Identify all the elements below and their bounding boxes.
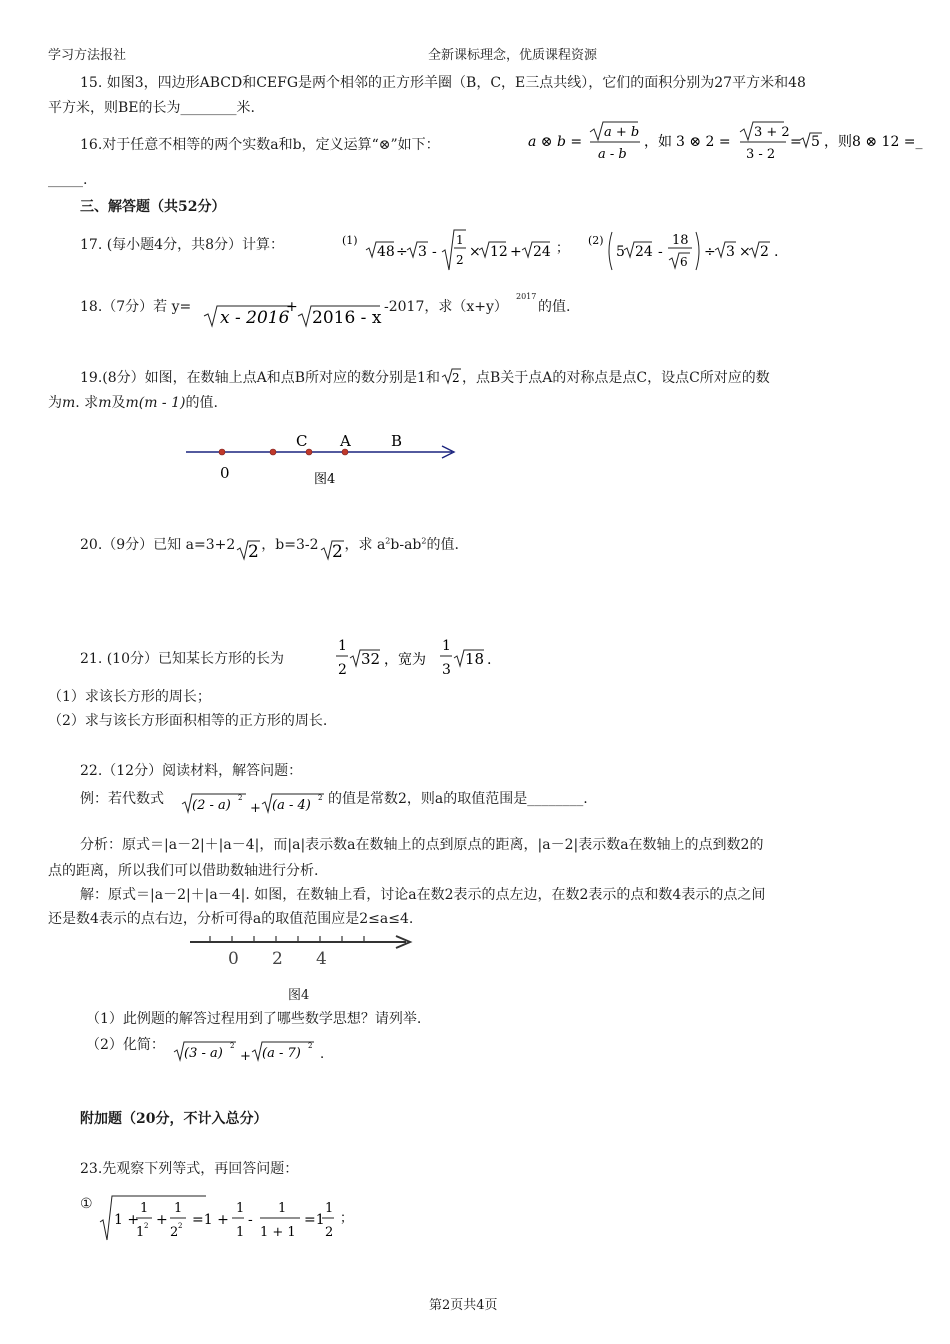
q20-root2-num: 2 — [331, 542, 343, 561]
q22-analysis2: 点的距离，所以我们可以借助数轴进行分析. — [48, 863, 319, 879]
q20-lead: 20.（9分）已知 a=3+2 — [80, 537, 236, 553]
q21 — [80, 634, 680, 680]
q23-eq1 — [80, 1192, 380, 1248]
q17-p1-times: × — [469, 244, 481, 260]
q22-s-r1-exp: 2 — [230, 1042, 235, 1050]
q17-end: . — [774, 244, 779, 260]
q23-h-den: 2 — [325, 1225, 334, 1240]
q17-p2-c: 2 — [760, 244, 769, 260]
q19-line1 — [80, 366, 770, 387]
q19-line2d: 的值. — [185, 395, 218, 411]
q23-circ: ① — [80, 1196, 93, 1212]
figure4b-number-line — [186, 928, 426, 972]
q17 — [80, 226, 940, 276]
q23-eq2: =1 — [304, 1212, 325, 1228]
q17-p1-a: 48 — [377, 244, 395, 260]
q22-sub2 — [86, 1032, 486, 1066]
q21-f1-num: 1 — [338, 638, 347, 654]
point-label-c: C — [296, 432, 308, 450]
q16-ex-lhs: 3 ⊗ 2 = — [676, 134, 731, 150]
point-origin — [219, 449, 225, 455]
q23-g1-den: 1 — [236, 1225, 245, 1240]
q21-lead: 21. (10分）已知某长方形的长为 — [80, 651, 284, 667]
q22-sub1: （1）此例题的解答过程用到了哪些数学思想？请列举. — [86, 1011, 422, 1027]
q19-line2a: 为 — [48, 395, 62, 411]
q17-p1-c: 12 — [490, 244, 508, 260]
q23-g1-num: 1 — [236, 1201, 245, 1216]
q17-lead: 17. (每小题4分，共8分）计算： — [80, 237, 284, 253]
q23-f2-num: 1 — [174, 1201, 183, 1216]
point-c — [270, 449, 276, 455]
q22-s-plus: + — [240, 1049, 251, 1064]
q18-r1: x - 2016 — [220, 308, 290, 328]
q22-ex-r2-exp: 2 — [318, 794, 323, 802]
q19-line1a: 19.(8分）如图，在数轴上点A和点B所对应的数分别是1和 — [80, 370, 440, 386]
q16-ex-num: 3 + 2 — [754, 125, 790, 140]
q23-h-num: 1 — [325, 1201, 334, 1216]
q17-p2-a: 24 — [635, 244, 653, 260]
q22-s-r1: (3 - a) — [184, 1046, 223, 1061]
q17-p2-times: × — [739, 244, 751, 260]
q23-g2-den: 1 + 1 — [260, 1225, 296, 1240]
q21-sub1: （1）求该长方形的周长； — [48, 689, 211, 705]
q18-plus: + — [286, 299, 298, 315]
q23-end: ； — [340, 1211, 354, 1226]
q16-ex-lead: ，如 — [644, 134, 672, 150]
q22-ex-formula — [180, 784, 330, 818]
q23-formula — [98, 1192, 368, 1248]
q23-f2-den: 2 — [170, 1225, 179, 1240]
q22-sol2: 还是数4表示的点右边，分析可得a的取值范围应是2≤a≤4. — [48, 911, 414, 927]
header-publisher: 学习方法报社 — [48, 48, 127, 63]
q19-line2c: 及 — [111, 395, 126, 411]
q20-root1 — [235, 535, 261, 561]
q22-ex-r1: (2 - a) — [192, 798, 231, 813]
q23-t1: 1 + — [114, 1212, 140, 1228]
q19-line1b: ，点B关于点A的对称点是点C，设点C所对应的数 — [461, 370, 770, 386]
q19-expr: m(m - 1) — [125, 395, 186, 411]
q20-tail2: b-ab — [390, 537, 422, 553]
q17-p2-b: 3 — [726, 244, 735, 260]
header-slogan: 全新课标理念，优质课程资源 — [428, 48, 598, 63]
q17-p2-coef: 5 — [616, 244, 625, 260]
q18-exp: 2017 — [516, 292, 537, 301]
q18-lead: 18.（7分）若 y= — [80, 299, 192, 315]
tick-label-0: 0 — [228, 949, 239, 969]
q16-ex-eq: = — [790, 134, 802, 150]
q16-ex-den: 3 - 2 — [746, 147, 776, 162]
q20 — [80, 534, 459, 561]
q22-s-r2: (a - 7) — [262, 1046, 301, 1061]
q15-line2: 平方米，则BE的长为________米. — [48, 100, 255, 116]
q17-frac-num: 1 — [456, 233, 464, 247]
q18-r2: 2016 - x — [312, 308, 382, 328]
q19-m1: m — [62, 395, 76, 411]
q22-ex-r1-exp: 2 — [238, 794, 243, 802]
section3-title: 三、解答题（共52分） — [80, 199, 226, 215]
q22-s-r2-exp: 2 — [308, 1042, 313, 1050]
q17-p1-b: 3 — [418, 244, 427, 260]
q22-sub2-lead: （2）化简： — [86, 1037, 165, 1053]
q23-minus: - — [248, 1212, 253, 1228]
q17-p1-d: 24 — [533, 244, 551, 260]
figure4b-caption: 图4 — [288, 988, 310, 1003]
q16-def-den: a - b — [598, 147, 627, 162]
q16-lead: 16.对于任意不相等的两个实数a和b，定义运算“⊗”如下： — [80, 137, 440, 153]
q21-formulas — [334, 634, 504, 680]
q17-p1-div: ÷ — [396, 244, 408, 260]
q23-f1-exp: 2 — [144, 1222, 149, 1230]
q18-end: 的值. — [538, 299, 571, 315]
q17-p1-minus: - — [432, 244, 437, 260]
q16 — [80, 125, 940, 168]
point-label-a: A — [340, 432, 351, 450]
q16-def-lhs: a ⊗ b = — [528, 134, 583, 150]
q22-sub2-formula — [172, 1032, 332, 1066]
q20-root1-num: 2 — [248, 542, 260, 561]
q20-tail: ，求 a — [344, 537, 386, 553]
bonus-title: 附加题（20分，不计入总分） — [80, 1111, 268, 1127]
q16-tail: ，则8 ⊗ 12 =_ — [824, 134, 923, 150]
q17-p2-div: ÷ — [704, 244, 716, 260]
q21-r1: 32 — [361, 650, 381, 668]
q19-m2: m — [98, 395, 112, 411]
q21-end: . — [487, 652, 492, 668]
q23-f1-num: 1 — [140, 1201, 149, 1216]
q17-p1-label: (1) — [342, 234, 358, 247]
q21-sub2: （2）求与该长方形面积相等的正方形的周长. — [48, 713, 328, 729]
q17-p2-label: (2) — [588, 234, 604, 247]
footer-page-number: 第2页共4页 — [429, 1298, 498, 1313]
q23-g2-num: 1 — [278, 1201, 287, 1216]
q17-p2-num: 18 — [672, 233, 689, 248]
q22-title: 22.（12分）阅读材料，解答问题： — [80, 763, 303, 779]
q15-line1: 15. 如图3，四边形ABCD和CEFG是两个相邻的正方形羊圈（B，C，E三点共线），它们的面积分别为27平方米和48 — [80, 75, 806, 91]
q19-root2-num: 2 — [451, 371, 460, 385]
q22-example — [80, 782, 900, 818]
q19-root2 — [440, 366, 462, 386]
q16-formulas — [528, 120, 950, 164]
q23-lead: 23.先观察下列等式，再回答问题： — [80, 1161, 299, 1177]
q18-roots — [202, 292, 392, 332]
q23-t-plus: + — [156, 1212, 168, 1228]
q18 — [80, 292, 940, 332]
figure4-number-line — [180, 426, 470, 496]
q23-f2-exp: 2 — [178, 1222, 183, 1230]
q17-p2-minus: - — [658, 244, 663, 260]
q22-ex-tail: 的值是常数2，则a的取值范围是________. — [328, 791, 588, 807]
q21-f2-den: 3 — [442, 662, 451, 678]
figure4-caption: 图4 — [314, 472, 336, 487]
q17-frac-den: 2 — [456, 253, 464, 267]
q22-ex-r2: (a - 4) — [272, 798, 311, 813]
q22-s-end: . — [320, 1047, 325, 1062]
q23-f1-den: 1 — [136, 1225, 145, 1240]
q22-analysis1: 分析：原式＝|a－2|＋|a－4|，而|a|表示数a在数轴上的点到原点的距离，|a－2|表示数a在数轴上的点到数2的 — [80, 837, 764, 853]
q20-sup1: 2 — [385, 536, 391, 546]
q17-formulas — [342, 226, 782, 276]
q22-ex-plus: + — [250, 801, 261, 816]
tick-label-4: 4 — [316, 949, 327, 969]
q21-mid: ，宽为 — [384, 652, 426, 668]
q21-f2-num: 1 — [442, 638, 451, 654]
q21-f1-den: 2 — [338, 662, 347, 678]
q19-line2b: . 求 — [75, 395, 99, 411]
point-label-b: B — [391, 432, 403, 450]
origin-label: 0 — [220, 464, 230, 482]
q21-r2: 18 — [465, 650, 485, 668]
q17-sep: ； — [556, 241, 570, 256]
q18-tail: -2017，求（x+y） — [384, 299, 508, 315]
q16-ex-root: 5 — [811, 134, 820, 150]
q17-p2-den: 6 — [680, 255, 688, 269]
q16-def-num: a + b — [604, 125, 640, 140]
q16-line2: _____. — [48, 172, 88, 188]
q22-sol1: 解：原式＝|a－2|＋|a－4|. 如图，在数轴上看，讨论a在数2表示的点左边，在数2表示的点和数4表示的点之间 — [80, 887, 766, 903]
q17-p1-plus: + — [510, 244, 522, 260]
q19-line2 — [48, 392, 218, 412]
q23-eq1-text: =1 + — [192, 1212, 229, 1228]
q20-end: 的值. — [426, 537, 459, 553]
q22-ex-lead: 例：若代数式 — [80, 791, 164, 807]
q20-sup2: 2 — [421, 536, 427, 546]
q20-mid: ，b=3-2 — [261, 537, 319, 553]
tick-label-2: 2 — [272, 949, 283, 969]
q20-root2 — [319, 535, 345, 561]
